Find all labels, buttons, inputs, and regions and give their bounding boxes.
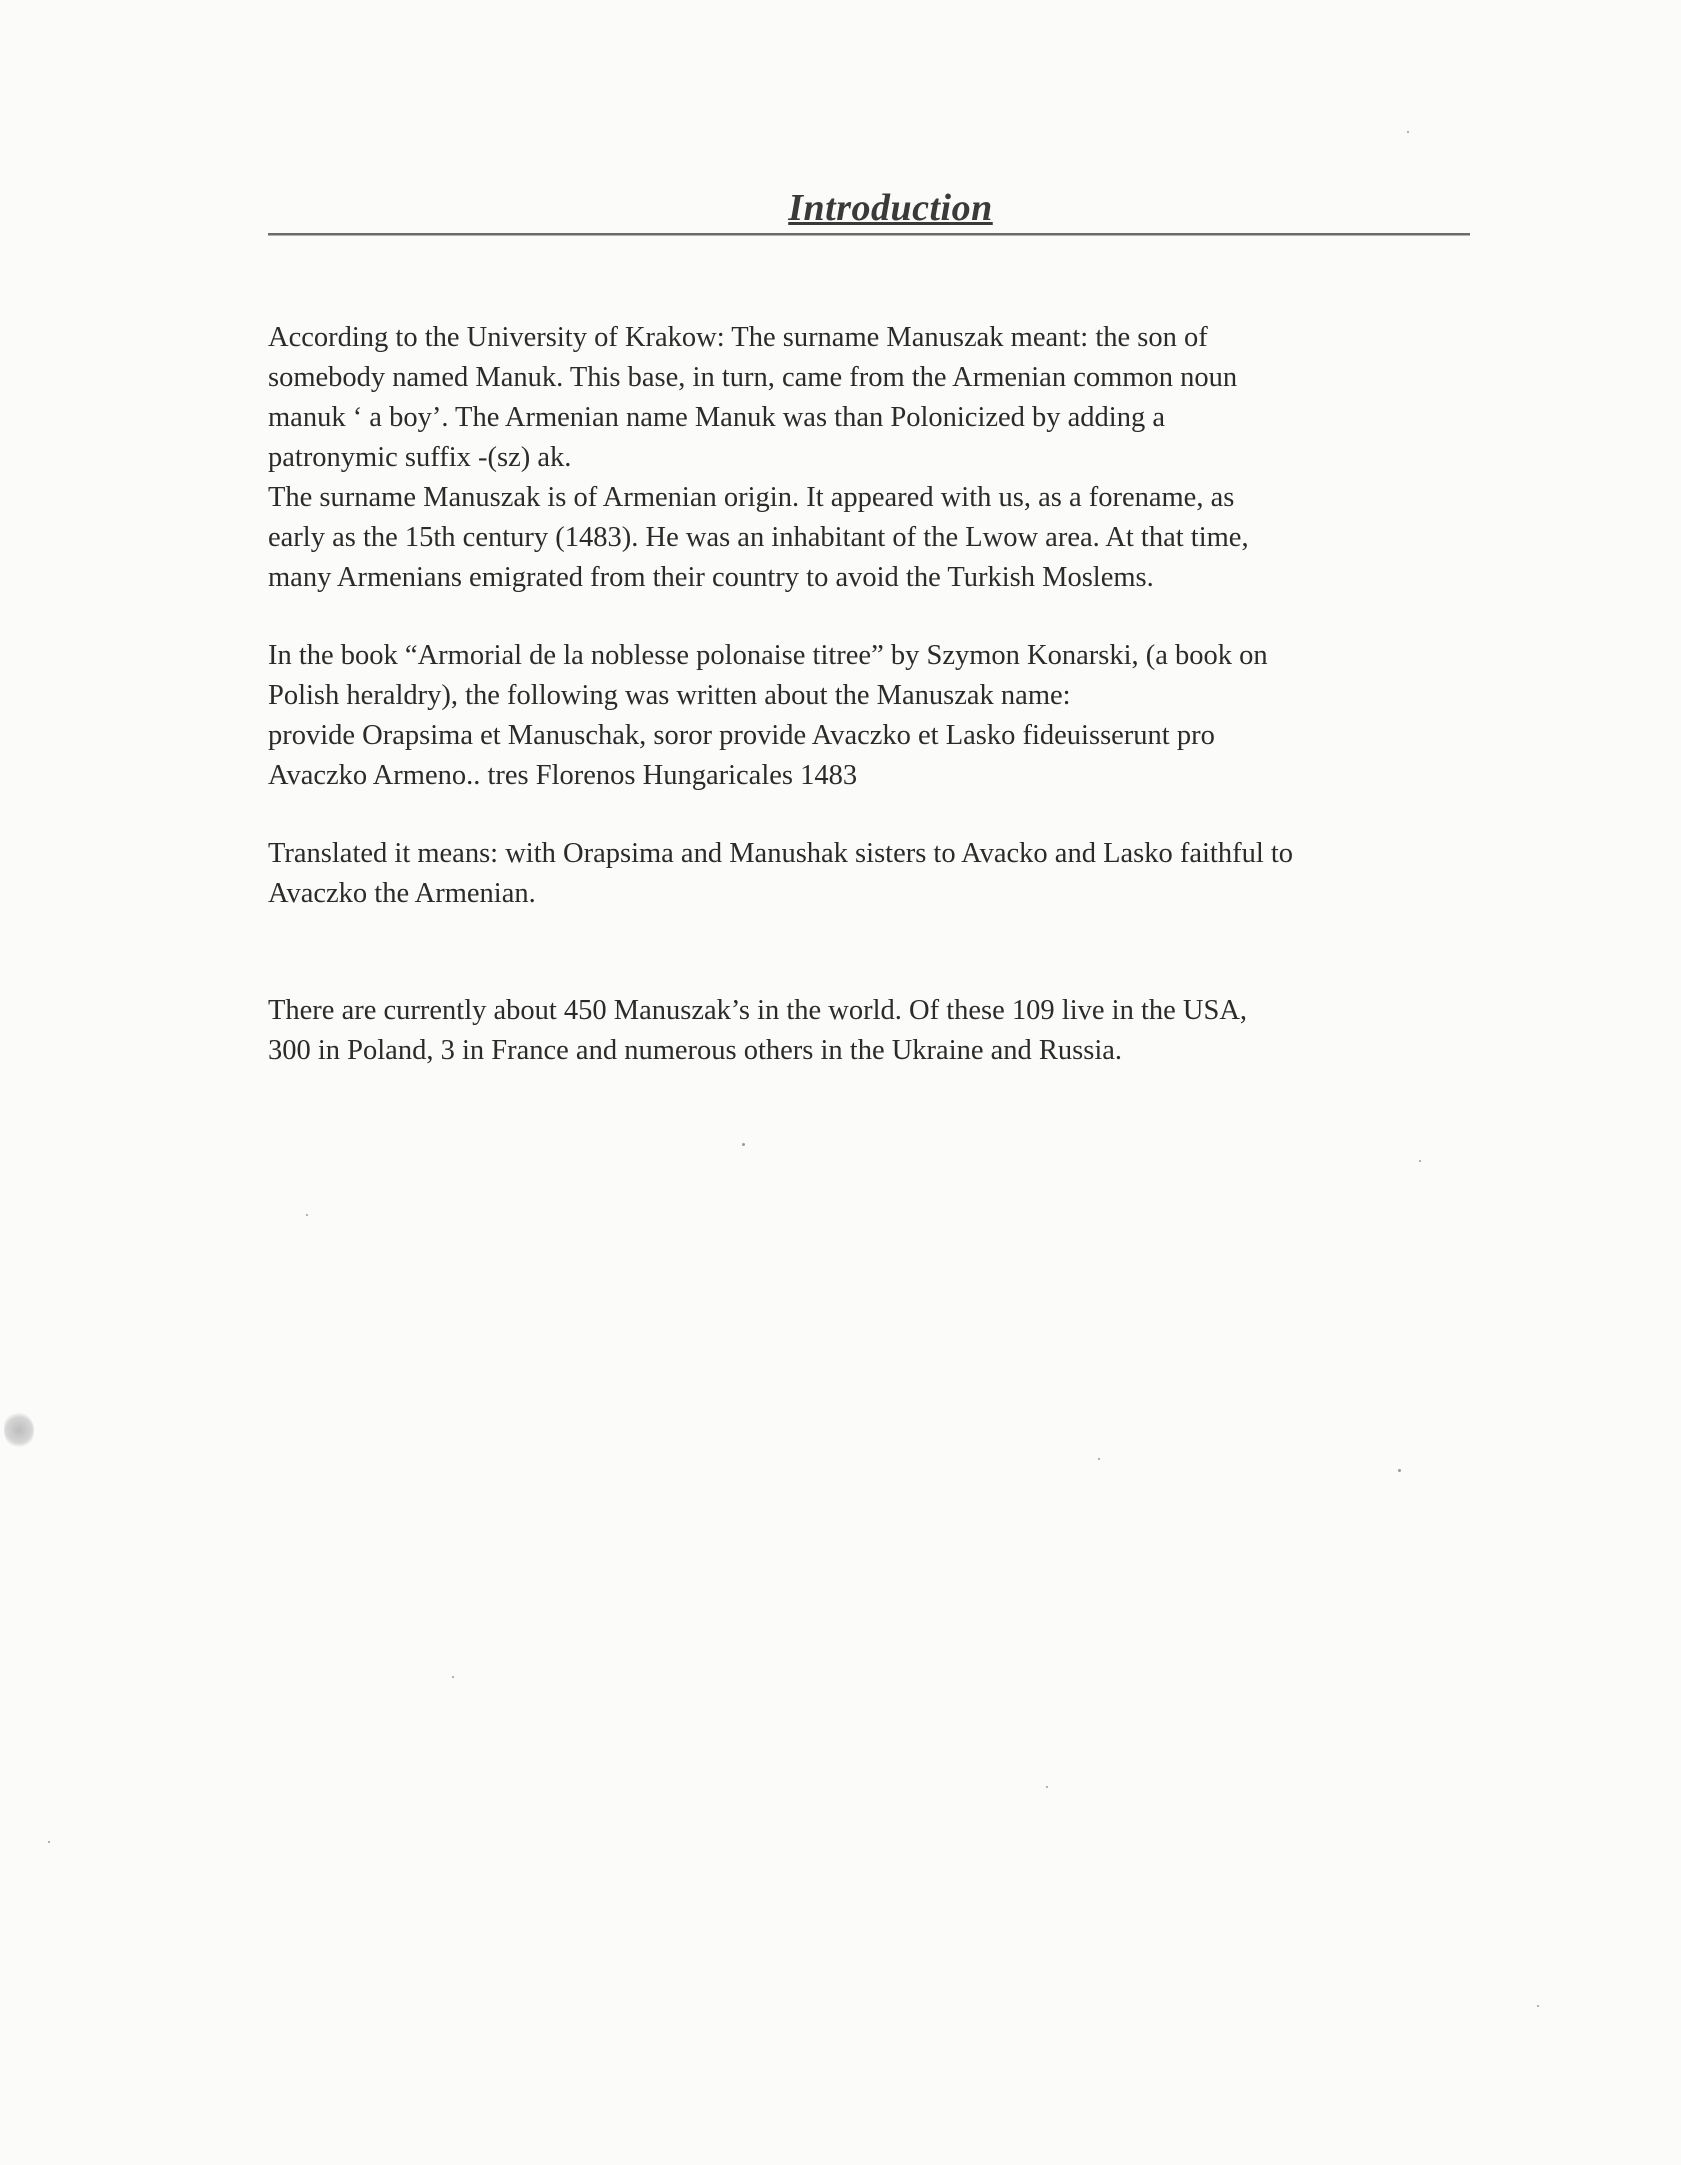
- text-line: 300 in Poland, 3 in France and numerous others in the Ukraine and Russia.: [268, 1035, 1123, 1066]
- scan-speck: [742, 1143, 745, 1146]
- text-line: provide Orapsima et Manuschak, soror provide Avaczko et Lasko fideuisserunt pro: [268, 720, 1215, 751]
- text-line: many Armenians emigrated from their country to avoid the Turkish Moslems.: [268, 562, 1154, 593]
- scan-speck: [1419, 1160, 1421, 1162]
- scan-speck: [452, 1676, 454, 1678]
- scan-speck: [1046, 1786, 1048, 1788]
- heading-rule: [268, 233, 1470, 236]
- paragraph-armorial: [268, 636, 1488, 796]
- scan-speck: [1098, 1458, 1100, 1460]
- scan-smudge: [4, 1412, 34, 1448]
- text-line: Avaczko the Armenian.: [268, 878, 536, 909]
- text-line: According to the University of Krakow: The surname Manuszak meant: the son of: [268, 322, 1208, 353]
- paragraph-origin: [268, 318, 1488, 598]
- scan-speck: [1537, 2005, 1539, 2007]
- text-line: manuk ‘ a boy’. The Armenian name Manuk was than Polonicized by adding a: [268, 402, 1165, 433]
- text-line: In the book “Armorial de la noblesse polonaise titree” by Szymon Konarski, (a book on: [268, 640, 1268, 671]
- text-line: Translated it means: with Orapsima and Manushak sisters to Avacko and Lasko faithful to: [268, 838, 1294, 869]
- scan-speck: [306, 1214, 308, 1216]
- paragraph-population: [268, 991, 1488, 1071]
- text-line: somebody named Manuk. This base, in turn, came from the Armenian common noun: [268, 362, 1238, 393]
- text-line: patronymic suffix -(sz) ak.: [268, 442, 572, 473]
- scan-speck: [1398, 1469, 1401, 1472]
- page-title: Introduction: [788, 187, 993, 229]
- paragraph-translation: [268, 834, 1488, 914]
- text-line: Avaczko Armeno.. tres Florenos Hungaricales 1483: [268, 760, 858, 791]
- text-line: Polish heraldry), the following was written about the Manuszak name:: [268, 680, 1071, 711]
- text-line: The surname Manuszak is of Armenian origin. It appeared with us, as a forename, as: [268, 482, 1235, 513]
- text-line: early as the 15th century (1483). He was an inhabitant of the Lwow area. At that time,: [268, 522, 1249, 553]
- scan-speck: [1407, 131, 1409, 133]
- scan-speck: [48, 1841, 50, 1843]
- text-line: There are currently about 450 Manuszak’s in the world. Of these 109 live in the USA,: [268, 995, 1248, 1026]
